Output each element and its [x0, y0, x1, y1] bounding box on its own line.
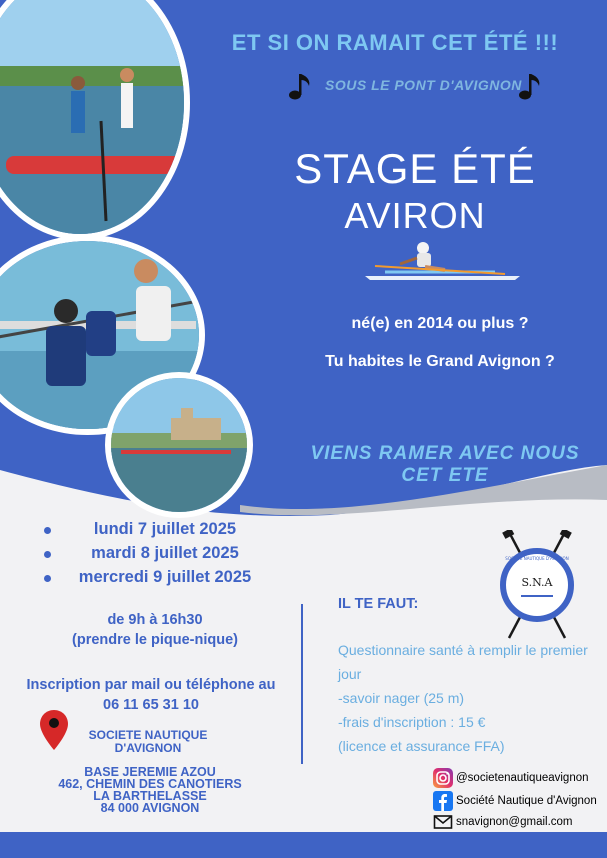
requirement-item: (licence et assurance FFA) — [338, 738, 505, 754]
date-item: mardi 8 juillet 2025 — [40, 544, 290, 568]
facebook-icon — [433, 791, 453, 811]
rower-icon — [365, 240, 520, 290]
bullet-icon — [44, 551, 51, 558]
tagline: ET SI ON RAMAIT CET ÉTÉ !!! — [231, 30, 559, 55]
music-note-icon — [287, 70, 315, 102]
photo-pont-avignon — [105, 372, 253, 518]
club-logo — [497, 530, 577, 640]
instagram-handle: @societenautiqueavignon — [456, 772, 589, 784]
bullet-icon — [44, 575, 51, 582]
subtitle: SOUS LE PONT D'AVIGNON — [325, 77, 522, 93]
inscription-text: Inscription par mail ou téléphone au — [26, 677, 276, 693]
divider — [301, 604, 303, 764]
date-item: mercredi 9 juillet 2025 — [40, 568, 290, 592]
hours-note: (prendre le pique-nique) — [72, 632, 238, 648]
requirement-item: Questionnaire santé à remplir le premier jour — [338, 642, 588, 682]
email-contact[interactable] — [433, 811, 573, 833]
slogan: VIENS RAMER AVEC NOUS CET ETE — [310, 443, 580, 486]
requirements-list — [338, 638, 598, 758]
requirement-item: -savoir nager (25 m) — [338, 690, 465, 706]
address: BASE JEREMIE AZOU 462, CHEMIN DES CANOTIERS LA BARTHELASSE 84 000 AVIGNON — [58, 765, 242, 815]
paddleboard-image — [0, 0, 184, 234]
logo-ring-text: SOCIETE NAUTIQUE D'AVIGNON — [505, 556, 569, 561]
instagram-contact[interactable] — [433, 767, 589, 789]
music-note-icon — [517, 70, 545, 102]
instagram-icon — [433, 768, 453, 788]
requirements-title: IL TE FAUT: — [338, 596, 419, 612]
date-item: lundi 7 juillet 2025 — [40, 520, 290, 544]
bridge-image — [111, 378, 247, 512]
inscription — [3, 675, 299, 715]
phone-number[interactable]: 06 11 65 31 10 — [103, 697, 199, 713]
question-residence: Tu habites le Grand Avignon ? — [325, 353, 555, 370]
map-pin-icon — [40, 710, 68, 750]
logo-initials: S.N.A — [521, 576, 553, 589]
main-title-sport: AVIRON — [344, 195, 486, 236]
requirement-item: -frais d'inscription : 15 € — [338, 714, 486, 730]
mail-icon — [433, 812, 453, 832]
dates-list — [40, 520, 290, 592]
facebook-page: Société Nautique d'Avignon — [456, 795, 597, 807]
question-birth-year: né(e) en 2014 ou plus ? — [351, 315, 529, 332]
bullet-icon — [44, 527, 51, 534]
email-address: snavignon@gmail.com — [456, 816, 573, 828]
main-title: STAGE ÉTÉ — [294, 145, 536, 192]
subtitle-row — [285, 70, 550, 102]
hours — [40, 610, 270, 650]
footer-bar — [0, 832, 607, 858]
facebook-contact[interactable] — [433, 790, 597, 812]
club-name: SOCIETE NAUTIQUE D'AVIGNON — [88, 728, 208, 755]
hours-time: de 9h à 16h30 — [107, 612, 203, 628]
